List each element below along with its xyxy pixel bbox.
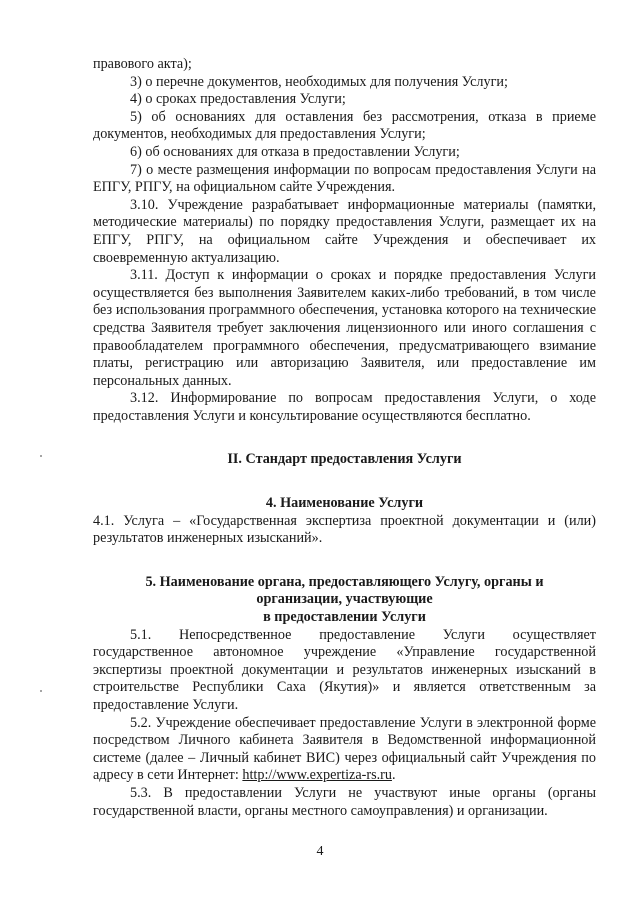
- paragraph-5-2-text: 5.2. Учреждение обеспечивает предоставление Услуги в электронной форме посредством Личного кабинета Заявителя в Ведомственной информационной системе (далее – Личный кабинет ВИС) через официальный сайт Учреждения по адресу в сети Интернет:: [93, 714, 596, 784]
- paragraph-3-11: 3.11. Доступ к информации о сроках и порядке предоставления Услуги осуществляется без выполнения Заявителем каких-либо требований, в том числе без использования программного обеспечения, установка которого на технические средства Заявителя требует заключения лицензионного или иного соглашения с правообладателем программного обеспечения, предусматривающего взимание платы, регистрацию или авторизацию Заявителя, или предоставление им персональных данных.: [93, 267, 596, 389]
- paragraph-5-2-end: .: [391, 767, 396, 784]
- paragraph-continuation: правового акта);: [93, 56, 192, 72]
- section-4-heading: 4. Наименование Услуги: [265, 495, 424, 512]
- website-link[interactable]: http://www.expertiza-rs.ru: [242, 767, 392, 784]
- section-5-heading-line-3: в предоставлении Услуги: [263, 609, 426, 626]
- list-item-7: 7) о месте размещения информации по вопросам предоставления Услуги на ЕПГУ, РПГУ, на официальном сайте Учреждения.: [93, 161, 596, 196]
- section-5-heading: [93, 574, 596, 627]
- scan-speck: [40, 455, 42, 457]
- paragraph-5-3: 5.3. В предоставлении Услуги не участвуют иные органы (органы государственной власти, органы местного самоуправления) и организации.: [93, 784, 596, 819]
- paragraph-3-10: 3.10. Учреждение разрабатывает информационные материалы (памятки, методические материалы) по порядку предоставления Услуги, размещает их на ЕПГУ, РПГУ, на официальном сайте Учреждения и обеспечивает их своевременную актуализацию.: [93, 196, 596, 266]
- section-5-heading-line-2: организации, участвующие: [256, 591, 433, 608]
- section-5-heading-line-1: 5. Наименование органа, предоставляющего Услугу, органы и: [145, 573, 544, 590]
- list-item-4: 4) о сроках предоставления Услуги;: [130, 91, 346, 108]
- section-2-heading: II. Стандарт предоставления Услуги: [227, 451, 462, 468]
- list-item-6: 6) об основаниях для отказа в предоставлении Услуги;: [130, 143, 460, 160]
- page-number: 4: [316, 844, 324, 859]
- scan-speck: [40, 690, 42, 692]
- paragraph-5-2: [93, 715, 596, 785]
- paragraph-3-12: 3.12. Информирование по вопросам предоставления Услуги, о ходе предоставления Услуги и консультирование осуществляются бесплатно.: [93, 390, 596, 424]
- list-item-3: 3) о перечне документов, необходимых для получения Услуги;: [130, 73, 508, 90]
- paragraph-4-1: 4.1. Услуга – «Государственная экспертиза проектной документации и (или) результатов инженерных изысканий».: [93, 512, 596, 547]
- list-item-5: 5) об основаниях для оставления без рассмотрения, отказа в приеме документов, необходимых для предоставления Услуги;: [93, 108, 596, 143]
- page-content: [93, 56, 596, 820]
- paragraph-5-1: 5.1. Непосредственное предоставление Услуги осуществляет государственное автономное учреждение «Управление государственной экспертизы проектной документации и результатов инженерных изысканий в строительстве Республики Саха (Якутия)» и является ответственным за предоставление Услуги.: [93, 626, 596, 713]
